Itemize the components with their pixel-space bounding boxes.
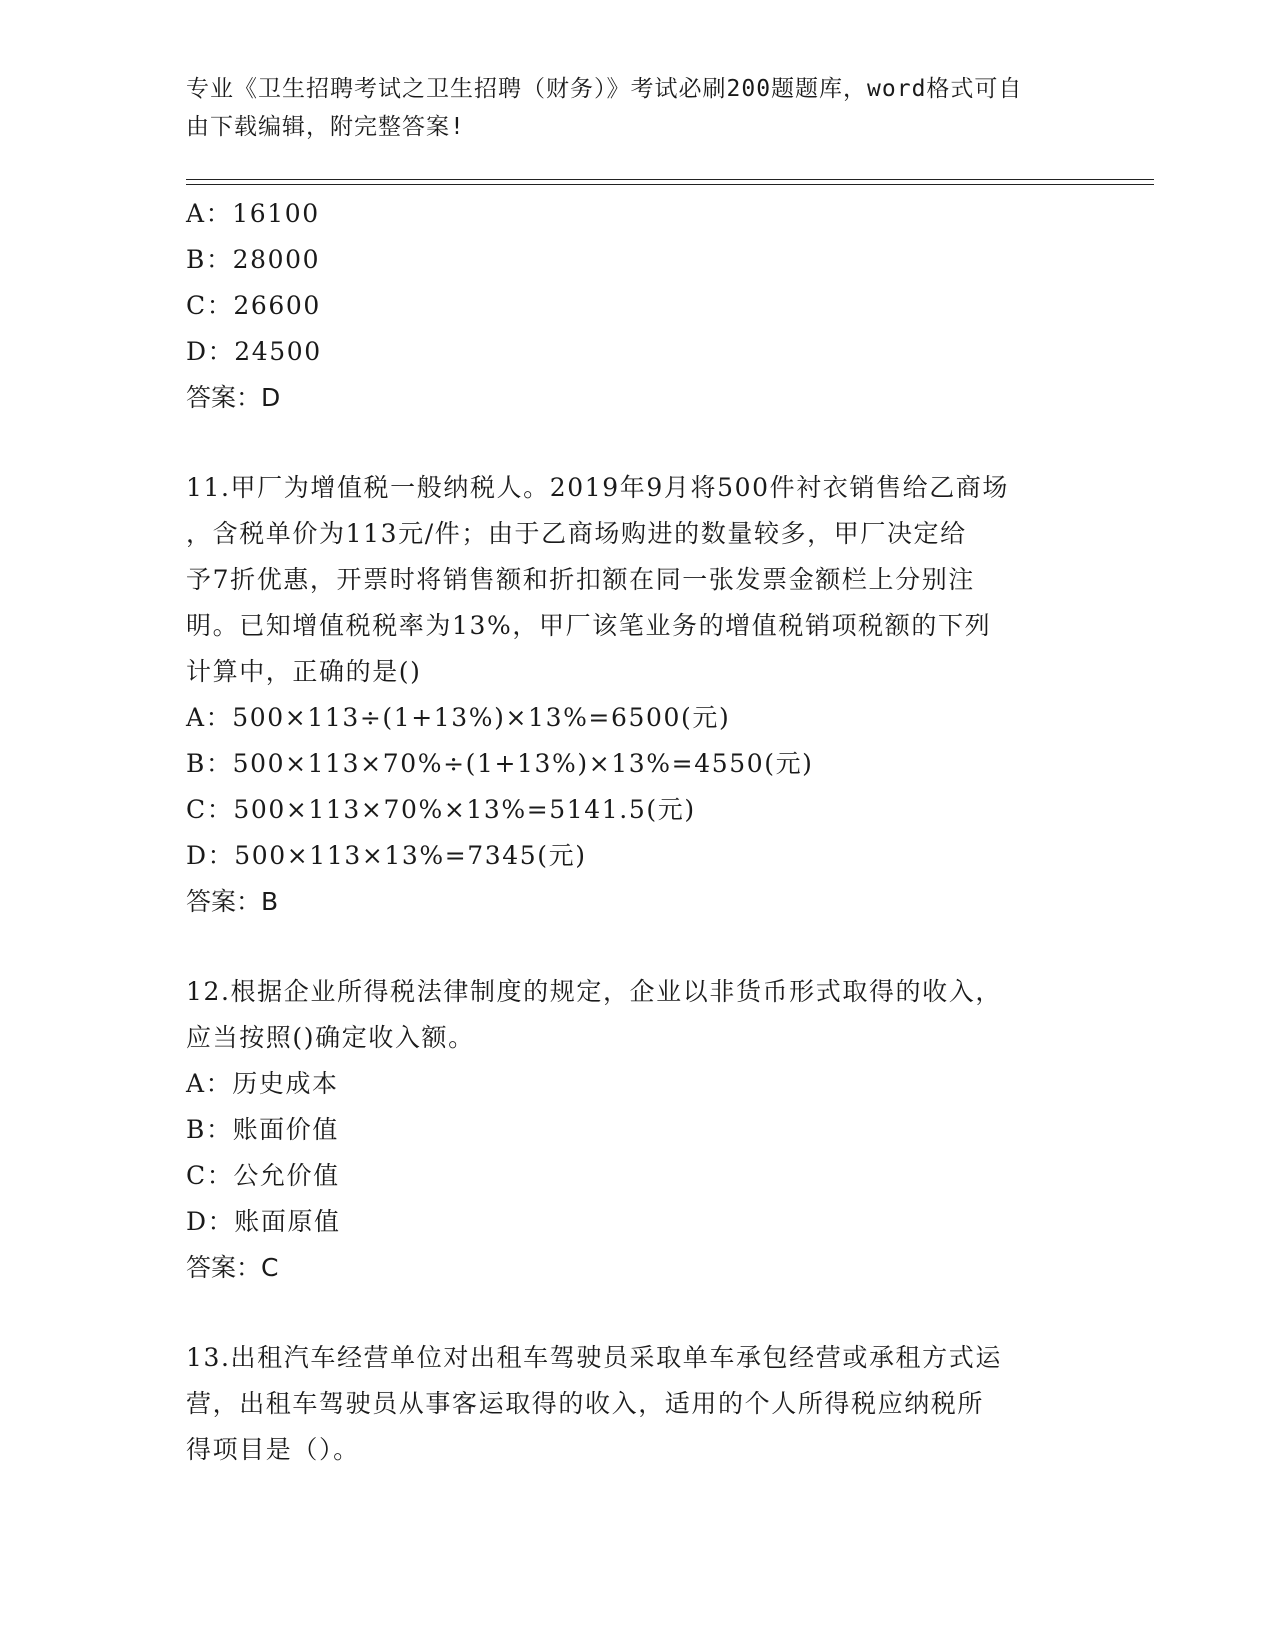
spacer	[186, 925, 1086, 969]
option-a: A：16100	[186, 199, 320, 228]
question-line: 营，出租车驾驶员从事客运取得的收入，适用的个人所得税应纳税所	[186, 1389, 985, 1418]
option-a: A：500×113÷(1+13%)×13%=6500(元)	[186, 703, 731, 732]
document-header	[186, 70, 1066, 146]
option-c: C：公允价值	[186, 1161, 340, 1190]
question-12	[186, 969, 1086, 1291]
question-11	[186, 465, 1086, 925]
question-line: 予7折优惠，开票时将销售额和折扣额在同一张发票金额栏上分别注	[186, 565, 975, 594]
question-line: 计算中，正确的是()	[186, 657, 422, 686]
question-13	[186, 1335, 1086, 1473]
option-b: B：28000	[186, 245, 321, 274]
question-line: 11.甲厂为增值税一般纳税人。2019年9月将500件衬衣销售给乙商场	[186, 473, 1010, 502]
question-line: 13.出租汽车经营单位对出租车驾驶员采取单车承包经营或承租方式运	[186, 1343, 1002, 1372]
question-line: 得项目是（）。	[186, 1435, 360, 1464]
answer: 答案：B	[186, 887, 279, 916]
spacer	[186, 1291, 1086, 1335]
option-d: D：500×113×13%=7345(元)	[186, 841, 587, 870]
option-a: A：历史成本	[186, 1069, 339, 1098]
question-line: ，含税单价为113元/件；由于乙商场购进的数量较多，甲厂决定给	[186, 519, 967, 548]
header-divider-top	[186, 179, 1154, 180]
header-line-1: 专业《卫生招聘考试之卫生招聘（财务）》考试必刷200题题库，word格式可自	[186, 76, 1023, 102]
question-line: 应当按照()确定收入额。	[186, 1023, 475, 1052]
option-d: D：账面原值	[186, 1207, 341, 1236]
answer: 答案：C	[186, 1253, 279, 1282]
question-line: 12.根据企业所得税法律制度的规定，企业以非货币形式取得的收入，	[186, 977, 1002, 1006]
option-b: B：500×113×70%÷(1+13%)×13%=4550(元)	[186, 749, 814, 778]
option-c: C：26600	[186, 291, 321, 320]
option-c: C：500×113×70%×13%=5141.5(元)	[186, 795, 696, 824]
spacer	[186, 421, 1086, 465]
document-body	[186, 191, 1086, 1473]
question-10	[186, 191, 1086, 421]
answer: 答案：D	[186, 383, 281, 412]
option-d: D：24500	[186, 337, 322, 366]
option-b: B：账面价值	[186, 1115, 339, 1144]
header-line-2: 由下载编辑，附完整答案!	[186, 114, 465, 140]
question-line: 明。已知增值税税率为13%，甲厂该笔业务的增值税销项税额的下列	[186, 611, 992, 640]
header-divider-bottom	[186, 184, 1154, 185]
